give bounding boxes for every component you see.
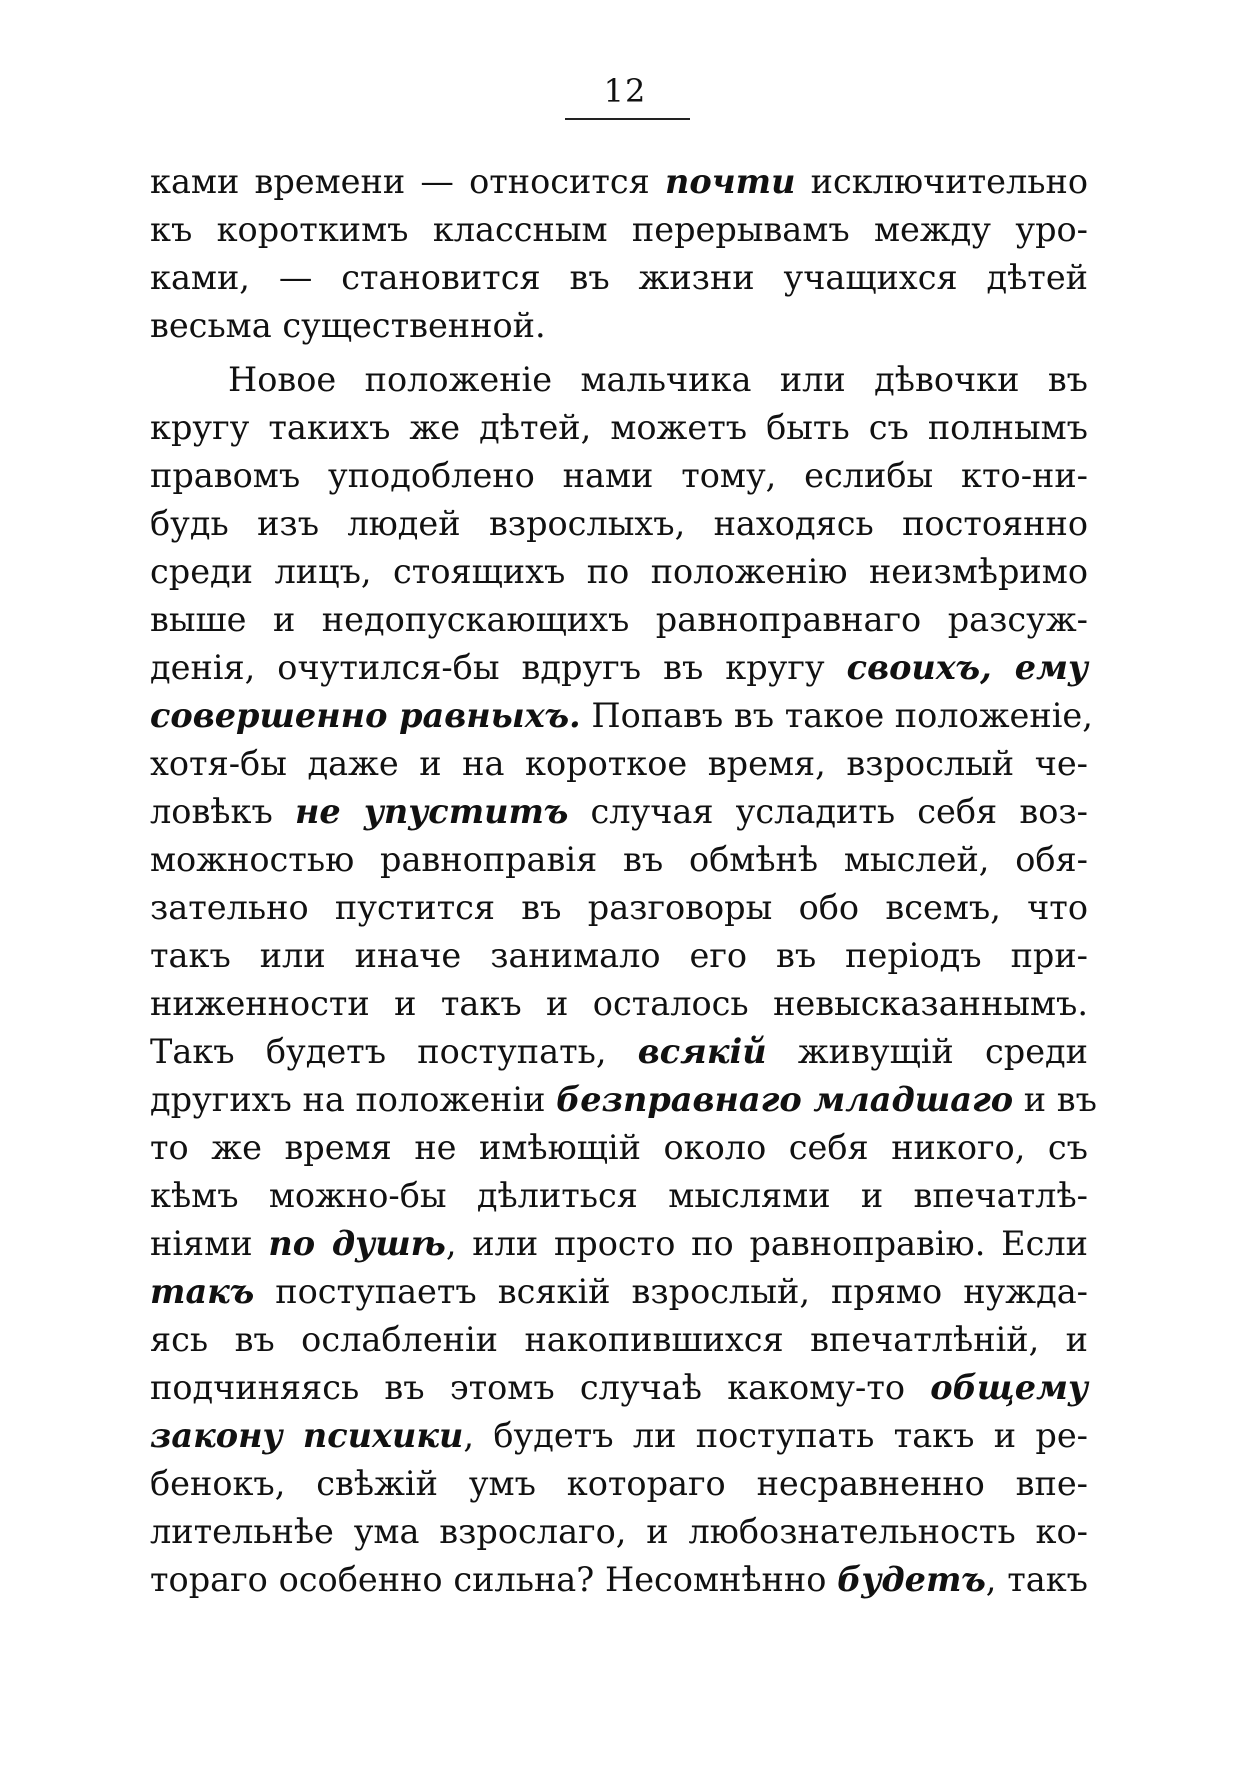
- text-run: къ короткимъ классным перерывамъ между уро-: [150, 210, 1088, 249]
- text-run: правомъ уподоблено нами тому, еслибы кто-ни-: [150, 456, 1088, 495]
- text-line: [150, 740, 1088, 788]
- text-run: живущій среди: [766, 1032, 1089, 1071]
- text-line: [150, 1412, 1088, 1460]
- text-run: будь изъ людей взрослыхъ, находясь постоянно: [150, 504, 1088, 543]
- text-line: [150, 1556, 1088, 1604]
- text-line: [150, 644, 1088, 692]
- text-line: [150, 1508, 1088, 1556]
- emphasized-text: будетъ: [837, 1560, 986, 1599]
- text-line: [150, 452, 1088, 500]
- emphasized-text: общему: [930, 1368, 1088, 1407]
- emphasized-text: закону психики: [150, 1416, 464, 1455]
- text-run: Новое положеніе мальчика или дѣвочки въ: [228, 360, 1088, 399]
- text-run: тораго особенно сильна? Несомнѣнно: [150, 1560, 838, 1599]
- body-text: [150, 158, 1097, 1604]
- emphasized-text: всякій: [637, 1032, 767, 1071]
- text-line: [150, 158, 1088, 206]
- text-line: [150, 1124, 1088, 1172]
- text-line: [150, 692, 1093, 740]
- text-run: хотя-бы даже и на короткое время, взрослый че-: [150, 744, 1088, 783]
- text-run: кругу такихъ же дѣтей, можетъ быть съ полнымъ: [150, 408, 1088, 447]
- text-run: кѣмъ можно-бы дѣлиться мыслями и впечатлѣ-: [150, 1176, 1088, 1215]
- text-run: Попавъ въ такое положеніе,: [580, 696, 1093, 735]
- page-number-rule: [565, 118, 690, 120]
- text-run: подчиняясь въ этомъ случаѣ какому-то: [150, 1368, 931, 1407]
- text-run: то же время не имѣющій около себя никого, съ: [150, 1128, 1088, 1167]
- emphasized-text: своихъ, ему: [846, 648, 1089, 687]
- emphasized-text: безправнаго младшаго: [556, 1080, 1014, 1119]
- text-line: [150, 788, 1088, 836]
- text-run: зательно пустится въ разговоры обо всемъ, что: [150, 888, 1088, 927]
- text-run: ниженности и такъ и осталось невысказаннымъ.: [150, 984, 1088, 1023]
- emphasized-text: совершенно равныхъ.: [150, 696, 581, 735]
- text-line: [150, 1316, 1088, 1364]
- text-run: поступаетъ всякій взрослый, прямо нужда-: [254, 1272, 1088, 1311]
- paragraph: [150, 356, 1097, 1604]
- text-run: , или просто по равноправію. Если: [445, 1224, 1088, 1263]
- text-run: среди лицъ, стоящихъ по положенію неизмѣримо: [150, 552, 1088, 591]
- text-line: [150, 980, 1088, 1028]
- text-run: ясь въ ослабленіи накопившихся впечатлѣній, и: [150, 1320, 1088, 1359]
- text-run: и въ: [1013, 1080, 1097, 1119]
- text-run: ніями: [150, 1224, 269, 1263]
- text-line: [150, 1076, 1097, 1124]
- text-run: весьма существенной.: [150, 306, 546, 345]
- text-run: лительнѣе ума взрослаго, и любознательность ко-: [150, 1512, 1088, 1551]
- text-line: [150, 206, 1088, 254]
- text-run: можностью равноправія въ обмѣнѣ мыслей, обя-: [150, 840, 1088, 879]
- text-line: [150, 500, 1088, 548]
- text-run: денія, очутился-бы вдругъ въ кругу: [150, 648, 847, 687]
- text-run: , будетъ ли поступать такъ и ре-: [463, 1416, 1088, 1455]
- text-line: [150, 254, 1088, 302]
- text-line: [150, 1028, 1088, 1076]
- text-line: [150, 1364, 1088, 1412]
- text-line: [150, 596, 1088, 644]
- text-line: [150, 1220, 1088, 1268]
- text-line: [150, 302, 1088, 350]
- page-number: 12: [603, 72, 647, 110]
- text-run: , такъ: [985, 1560, 1088, 1599]
- emphasized-text: не упуститъ: [294, 792, 569, 831]
- paragraph: [150, 158, 1088, 350]
- text-run: ками, — становится въ жизни учащихся дѣтей: [150, 258, 1088, 297]
- text-line: [150, 836, 1088, 884]
- text-run: ловѣкъ: [150, 792, 295, 831]
- text-line: [150, 1460, 1088, 1508]
- text-line: [150, 404, 1088, 452]
- emphasized-text: такъ: [150, 1272, 255, 1311]
- emphasized-text: по душѣ: [268, 1224, 446, 1263]
- text-run: Такъ будетъ поступать,: [150, 1032, 638, 1071]
- emphasized-text: почти: [665, 162, 796, 201]
- text-line: [150, 932, 1088, 980]
- text-run: ками времени — относится: [150, 162, 665, 201]
- text-line: [150, 356, 1088, 404]
- text-line: [150, 1172, 1088, 1220]
- text-run: бенокъ, свѣжій умъ котораго несравненно впе-: [150, 1464, 1088, 1503]
- text-run: исключительно: [795, 162, 1088, 201]
- text-run: другихъ на положеніи: [150, 1080, 557, 1119]
- text-line: [150, 548, 1088, 596]
- text-line: [150, 884, 1088, 932]
- text-line: [150, 1268, 1088, 1316]
- text-run: случая усладить себя воз-: [568, 792, 1088, 831]
- text-run: выше и недопускающихъ равноправнаго разсуж-: [150, 600, 1088, 639]
- text-run: такъ или иначе занимало его въ періодъ при-: [150, 936, 1088, 975]
